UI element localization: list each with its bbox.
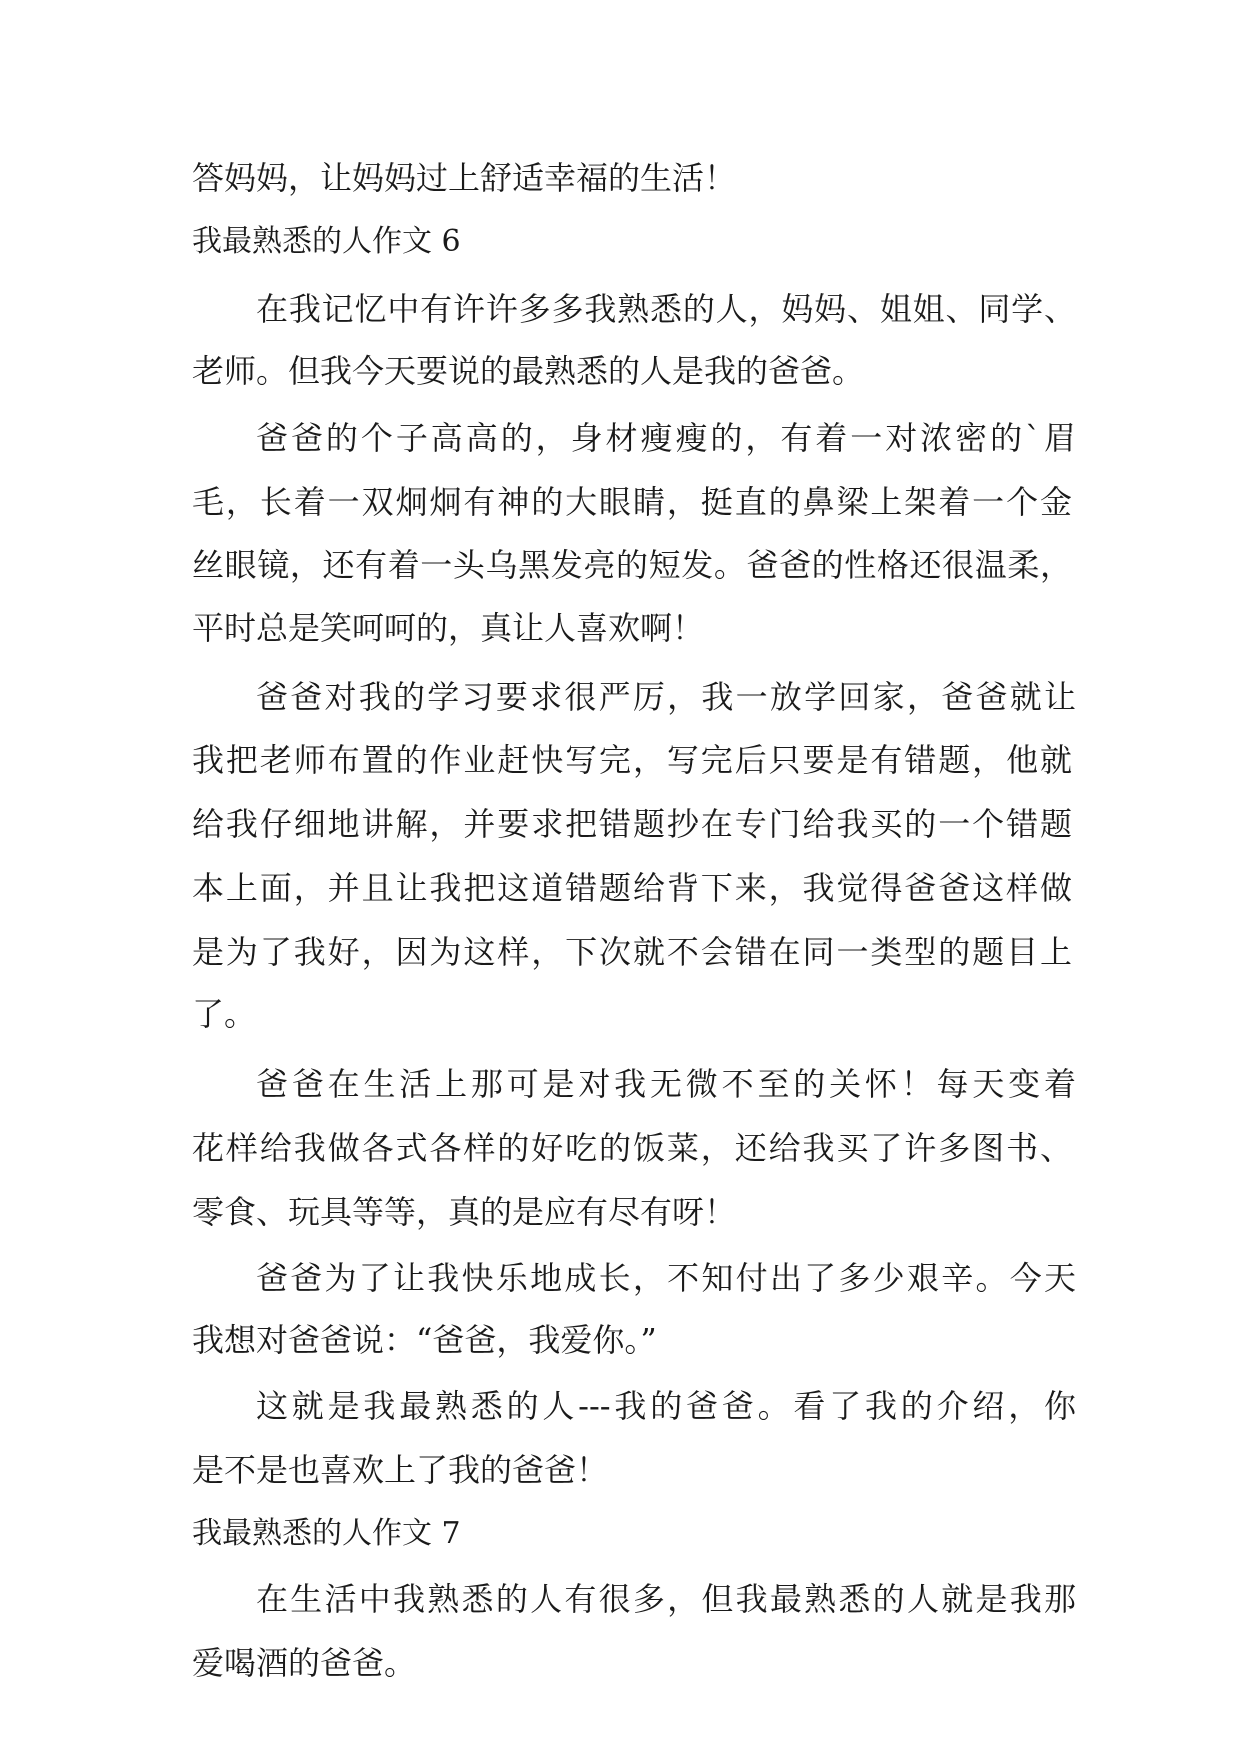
paragraph-line: 爱喝酒的爸爸。 — [192, 1644, 417, 1682]
paragraph-line: 这就是我最熟悉的人---我的爸爸。看了我的介绍，你 — [256, 1387, 1076, 1425]
essay-heading-7: 我最熟悉的人作文 7 — [192, 1516, 461, 1551]
paragraph-line: 是不是也喜欢上了我的爸爸！ — [192, 1451, 609, 1489]
paragraph-line: 爸爸为了让我快乐地成长，不知付出了多少艰辛。今天 — [256, 1259, 1076, 1297]
paragraph-line: 零食、玩具等等，真的是应有尽有呀！ — [192, 1193, 737, 1231]
paragraph-line: 毛，长着一双炯炯有神的大眼睛，挺直的鼻梁上架着一个金 — [192, 483, 1072, 521]
paragraph-line: 平时总是笑呵呵的，真让人喜欢啊！ — [192, 609, 705, 647]
paragraph-line: 是为了我好，因为这样，下次就不会错在同一类型的题目上 — [192, 933, 1072, 971]
paragraph-line: 我把老师布置的作业赶快写完，写完后只要是有错题，他就 — [192, 741, 1072, 779]
paragraph-line: 了。 — [192, 995, 257, 1033]
paragraph-line: 爸爸的个子高高的，身材瘦瘦的，有着一对浓密的`眉 — [256, 419, 1076, 457]
paragraph-line: 我想对爸爸说：“爸爸，我爱你。” — [192, 1321, 657, 1359]
paragraph-line: 爸爸对我的学习要求很严厉，我一放学回家，爸爸就让 — [256, 678, 1076, 716]
paragraph-line: 给我仔细地讲解，并要求把错题抄在专门给我买的一个错题 — [192, 805, 1072, 843]
paragraph-line: 老师。但我今天要说的最熟悉的人是我的爸爸。 — [192, 352, 865, 390]
paragraph-line: 答妈妈，让妈妈过上舒适幸福的生活！ — [192, 159, 737, 197]
paragraph-line: 丝眼镜，还有着一头乌黑发亮的短发。爸爸的性格还很温柔， — [192, 546, 1072, 584]
paragraph-line: 在生活中我熟悉的人有很多，但我最熟悉的人就是我那 — [256, 1580, 1076, 1618]
paragraph-line: 花样给我做各式各样的好吃的饭菜，还给我买了许多图书、 — [192, 1129, 1072, 1167]
paragraph-line: 爸爸在生活上那可是对我无微不至的关怀！每天变着 — [256, 1065, 1076, 1103]
paragraph-line: 本上面，并且让我把这道错题给背下来，我觉得爸爸这样做 — [192, 869, 1072, 907]
paragraph-line: 在我记忆中有许许多多我熟悉的人，妈妈、姐姐、同学、 — [256, 290, 1076, 328]
essay-heading-6: 我最熟悉的人作文 6 — [192, 224, 461, 259]
